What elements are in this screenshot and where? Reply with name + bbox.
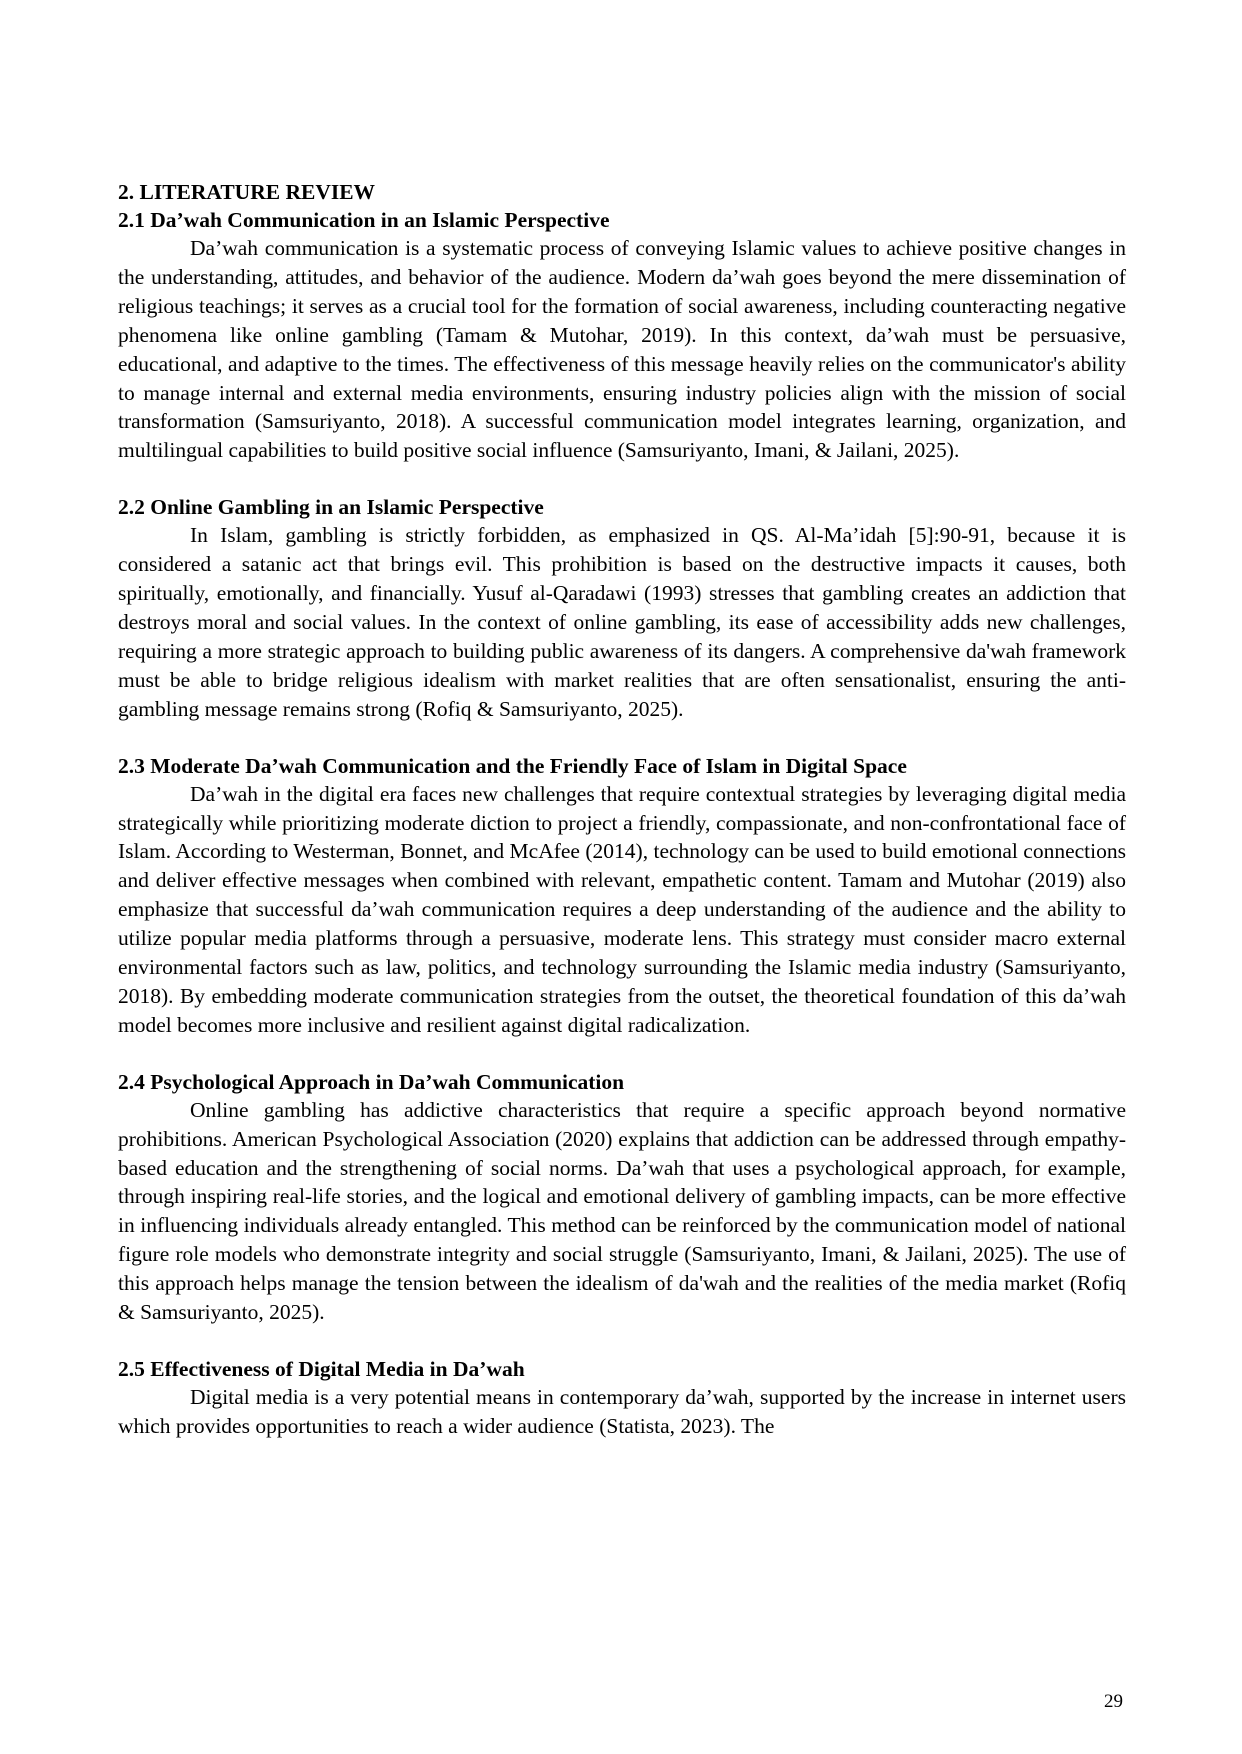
paragraph-gap	[118, 465, 1126, 493]
section-heading-2-3: 2.3 Moderate Da’wah Communication and the Friendly Face of Islam in Digital Space	[118, 753, 907, 778]
section-heading-literature-review: 2. LITERATURE REVIEW	[118, 180, 376, 204]
paragraph-2-3: Da’wah in the digital era faces new challenges that require contextual strategies by leveraging digital media strategically while prioritizing moderate diction to project a friendly, compassionate, and non-confrontational face of Islam. According to Westerman, Bonnet, and McAfee (2014), technology can be used to build emotional connections and deliver effective messages when combined with relevant, empathetic content. Tamam and Mutohar (2019) also emphasize that successful da’wah communication requires a deep understanding of the audience and the ability to utilize popular media platforms through a persuasive, moderate lens. This strategy must consider macro external environmental factors such as law, politics, and technology surrounding the Islamic media industry (Samsuriyanto, 2018). By embedding moderate communication strategies from the outset, the theoretical foundation of this da’wah model becomes more inclusive and resilient against digital radicalization.	[118, 781, 1126, 1037]
section-heading-2-5: 2.5 Effectiveness of Digital Media in Da’wah	[118, 1357, 525, 1381]
paragraph-gap	[118, 724, 1126, 752]
section-heading-2-2: 2.2 Online Gambling in an Islamic Perspective	[118, 495, 544, 520]
section-heading-2-1: 2.1 Da’wah Communication in an Islamic Perspective	[118, 208, 610, 232]
paragraph-gap	[118, 1327, 1126, 1355]
paragraph-2-2: In Islam, gambling is strictly forbidden, as emphasized in QS. Al-Ma’idah [5]:90-91, because it is considered a satanic act that brings evil. This prohibition is based on the destructive impacts it causes, both spiritually, emotionally, and financially. Yusuf al-Qaradawi (1993) stresses that gambling creates an addiction that destroys moral and social values. In the context of online gambling, its ease of accessibility adds new challenges, requiring a more strategic approach to building public awareness of its dangers. A comprehensive da'wah framework must be able to bridge religious idealism with market realities that are often sensationalist, ensuring the anti-gambling message remains strong (Rofiq & Samsuriyanto, 2025).	[118, 523, 1126, 721]
section-heading-2-4: 2.4 Psychological Approach in Da’wah Communication	[118, 1069, 625, 1094]
page-content	[118, 178, 1126, 1441]
paragraph-2-5: Digital media is a very potential means in contemporary da’wah, supported by the increase in internet users which provides opportunities to reach a wider audience (Statista, 2023). The	[118, 1385, 1126, 1438]
page-number: 29	[1104, 1691, 1123, 1712]
paragraph-gap	[118, 1040, 1126, 1068]
paragraph-2-1: Da’wah communication is a systematic process of conveying Islamic values to achieve positive changes in the understanding, attitudes, and behavior of the audience. Modern da’wah goes beyond the mere dissemination of religious teachings; it serves as a crucial tool for the formation of social awareness, including counteracting negative phenomena like online gambling (Tamam & Mutohar, 2019). In this context, da’wah must be persuasive, educational, and adaptive to the times. The effectiveness of this message heavily relies on the communicator's ability to manage internal and external media environments, ensuring industry policies align with the mission of social transformation (Samsuriyanto, 2018). A successful communication model integrates learning, organization, and multilingual capabilities to build positive social influence (Samsuriyanto, Imani, & Jailani, 2025).	[118, 236, 1126, 463]
paragraph-2-4: Online gambling has addictive characteristics that require a specific approach beyond normative prohibitions. American Psychological Association (2020) explains that addiction can be addressed through empathy-based education and the strengthening of social norms. Da’wah that uses a psychological approach, for example, through inspiring real-life stories, and the logical and emotional delivery of gambling impacts, can be more effective in influencing individuals already entangled. This method can be reinforced by the communication model of national figure role models who demonstrate integrity and social struggle (Samsuriyanto, Imani, & Jailani, 2025). The use of this approach helps manage the tension between the idealism of da'wah and the realities of the media market (Rofiq & Samsuriyanto, 2025).	[118, 1097, 1126, 1325]
